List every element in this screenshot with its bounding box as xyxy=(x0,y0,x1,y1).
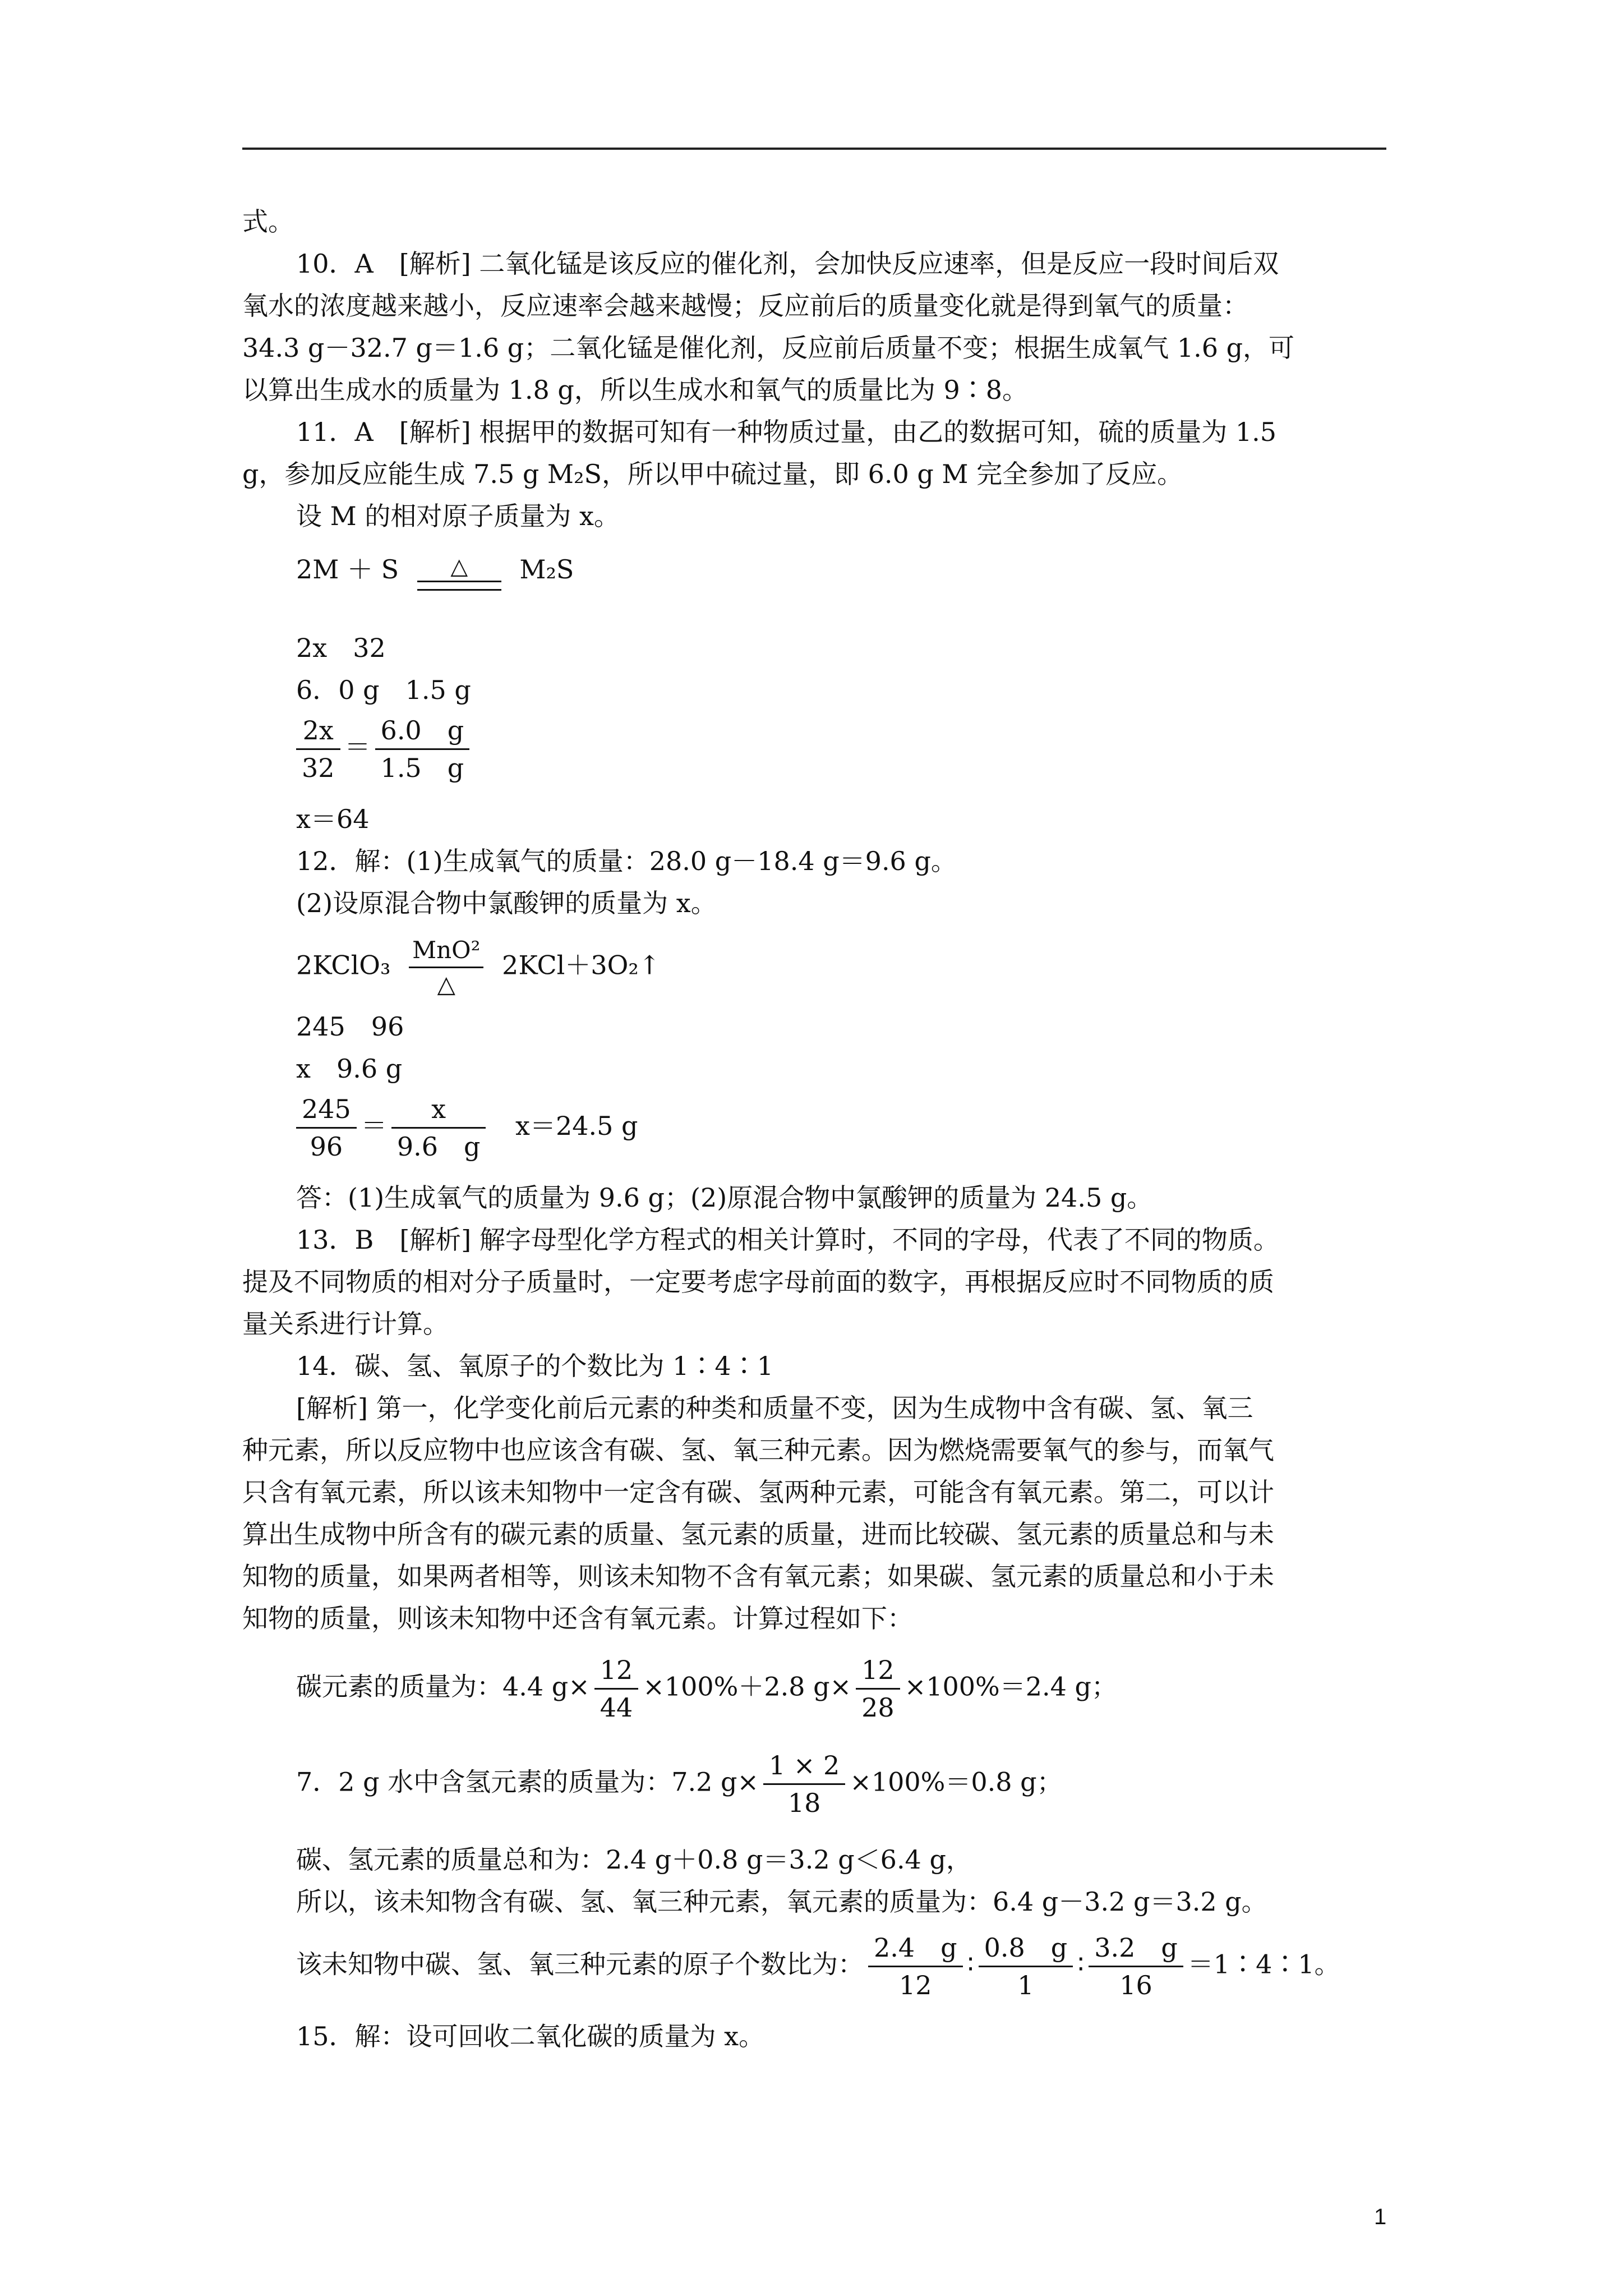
fraction xyxy=(375,712,470,786)
equation-reactants: 2KClO₃ xyxy=(296,950,391,981)
denominator: 9.6 g xyxy=(396,1131,481,1162)
text-line: 量关系进行计算。 xyxy=(242,1309,449,1339)
text-line: 所以，该未知物含有碳、氢、氧三种元素，氧元素的质量为：6.4 g－3.2 g＝3.2 g。 xyxy=(296,1887,1267,1917)
fraction xyxy=(391,1091,486,1165)
denominator: 16 xyxy=(1119,1970,1152,2000)
fraction xyxy=(296,712,340,786)
proportion-line: $\frac{245}{96}$ ＝ $\frac{x}{9.6 g}$ x＝24.5 g xyxy=(296,1091,638,1165)
denominator: 44 xyxy=(600,1692,633,1723)
text-line: 14．碳、氢、氧原子的个数比为 1∶4∶1 xyxy=(296,1351,773,1381)
numerator: 245 xyxy=(296,1091,357,1129)
fraction xyxy=(1089,1930,1183,2003)
fraction xyxy=(856,1652,900,1726)
text-line: [解析] 第一，化学变化前后元素的种类和质量不变，因为生成物中含有碳、氢、氧三 xyxy=(296,1393,1253,1423)
reaction-condition xyxy=(409,934,483,1001)
numerator: 12 xyxy=(594,1652,639,1690)
formula-text: 7．2 g 水中含氢元素的质量为：7.2 g× xyxy=(296,1766,759,1797)
text-line: 6．0 g 1.5 g xyxy=(296,675,471,705)
proportion-line: $\frac{2x}{32}$ ＝ $\frac{6.0 g}{1.5 g}$ xyxy=(296,712,474,786)
equals-bar xyxy=(417,581,501,591)
fraction xyxy=(763,1747,845,1821)
catalyst-label: MnO² xyxy=(409,934,483,968)
formula-line: 该未知物中碳、氢、氧三种元素的原子个数比为： $\frac{2.4 g}{12}$ ∶ $\frac{0.8 g}{1}$ ∶ $\frac{3.2 g}{16}$ ＝1∶4∶1。 xyxy=(296,1930,1340,2003)
text-line: 10．A [解析] 二氧化锰是该反应的催化剂，会加快反应速率，但是反应一段时间后双 xyxy=(296,249,1279,279)
formula-text: ＝1∶4∶1。 xyxy=(1187,1949,1340,1980)
equation-line xyxy=(296,553,574,591)
text-line: 知物的质量，如果两者相等，则该未知物不含有氧元素；如果碳、氢元素的质量总和小于未 xyxy=(242,1561,1274,1591)
numerator: 1 × 2 xyxy=(763,1747,845,1785)
denominator: 1 xyxy=(1017,1970,1034,2000)
formula-text: ×100%＝0.8 g； xyxy=(850,1766,1063,1797)
header-rule xyxy=(242,148,1386,150)
formula-line xyxy=(296,1747,1063,1821)
numerator: 6.0 g xyxy=(375,712,470,750)
fraction xyxy=(979,1930,1073,2003)
heat-condition: △ xyxy=(450,554,468,579)
equation-line xyxy=(296,934,660,1001)
text-line: 答：(1)生成氧气的质量为 9.6 g；(2)原混合物中氯酸钾的质量为 24.5 g。 xyxy=(296,1182,1153,1213)
denominator: 18 xyxy=(787,1788,821,1818)
numerator: 2.4 g xyxy=(868,1930,963,1967)
numerator: 2x xyxy=(296,712,340,750)
fraction xyxy=(296,1091,357,1165)
text-line: 算出生成物中所含有的碳元素的质量、氢元素的质量，进而比较碳、氢元素的质量总和与未 xyxy=(242,1519,1274,1549)
reaction-arrow xyxy=(417,553,501,591)
text-line: 设 M 的相对原子质量为 x。 xyxy=(296,501,620,531)
text-line: 2x 32 xyxy=(296,633,386,663)
formula-text: ×100%＝2.4 g； xyxy=(904,1671,1117,1702)
formula-line xyxy=(296,1652,1117,1726)
numerator: 12 xyxy=(856,1652,900,1690)
equation-products: M₂S xyxy=(519,554,574,585)
text-line: 知物的质量，则该未知物中还含有氧元素。计算过程如下： xyxy=(242,1603,913,1634)
text-line: x＝64 xyxy=(296,804,370,834)
denominator: 1.5 g xyxy=(380,753,464,783)
fraction xyxy=(868,1930,963,2003)
formula-text: ×100%＋2.8 g× xyxy=(643,1671,852,1702)
denominator: 28 xyxy=(861,1692,895,1723)
numerator: 0.8 g xyxy=(979,1930,1073,1967)
text-line: 只含有氧元素，所以该未知物中一定含有碳、氢两种元素，可能含有氧元素。第二，可以计 xyxy=(242,1477,1274,1507)
text-line: 15．解：设可回收二氧化碳的质量为 x。 xyxy=(296,2021,765,2051)
text-line: 245 96 xyxy=(296,1011,404,1042)
result-text: x＝24.5 g xyxy=(515,1110,638,1141)
text-line: 氧水的浓度越来越小，反应速率会越来越慢；反应前后的质量变化就是得到氧气的质量： xyxy=(242,291,1248,321)
equation-reactants: 2M ＋ S xyxy=(296,554,399,585)
text-line: 提及不同物质的相对分子质量时，一定要考虑字母前面的数字，再根据反应时不同物质的质 xyxy=(242,1267,1274,1297)
text-line: (2)设原混合物中氯酸钾的质量为 x。 xyxy=(296,888,717,918)
fraction xyxy=(594,1652,639,1726)
numerator: 3.2 g xyxy=(1089,1930,1183,1967)
text-line: 碳、氢元素的质量总和为：2.4 g＋0.8 g＝3.2 g＜6.4 g， xyxy=(296,1844,972,1875)
text-line: 式。 xyxy=(242,206,294,237)
heat-condition: △ xyxy=(437,970,455,998)
text-line: x 9.6 g xyxy=(296,1053,403,1084)
denominator: 96 xyxy=(310,1131,343,1162)
text-line: 12．解：(1)生成氧气的质量：28.0 g－18.4 g＝9.6 g。 xyxy=(296,846,957,876)
text-line: g，参加反应能生成 7.5 g M₂S，所以甲中硫过量，即 6.0 g M 完全参加了反应。 xyxy=(242,459,1183,489)
numerator: x xyxy=(391,1091,486,1129)
text-line: 34.3 g－32.7 g＝1.6 g；二氧化锰是催化剂，反应前后质量不变；根据生成氧气 1.6 g，可 xyxy=(242,333,1295,363)
denominator: 12 xyxy=(899,1970,932,2000)
text-line: 种元素，所以反应物中也应该含有碳、氢、氧三种元素。因为燃烧需要氧气的参与，而氧气 xyxy=(242,1435,1274,1465)
equation-products: 2KCl＋3O₂↑ xyxy=(502,950,661,981)
page-number: 1 xyxy=(1374,2205,1387,2229)
denominator: 32 xyxy=(302,753,335,783)
text-line: 13．B [解析] 解字母型化学方程式的相关计算时，不同的字母，代表了不同的物质。 xyxy=(296,1225,1279,1255)
text-line: 以算出生成水的质量为 1.8 g，所以生成水和氧气的质量比为 9∶8。 xyxy=(242,375,1029,405)
formula-text: 碳元素的质量为：4.4 g× xyxy=(296,1671,590,1702)
formula-text: 该未知物中碳、氢、氧三种元素的原子个数比为： xyxy=(296,1949,864,1980)
text-line: 11．A [解析] 根据甲的数据可知有一种物质过量，由乙的数据可知，硫的质量为 1.5 xyxy=(296,417,1277,447)
